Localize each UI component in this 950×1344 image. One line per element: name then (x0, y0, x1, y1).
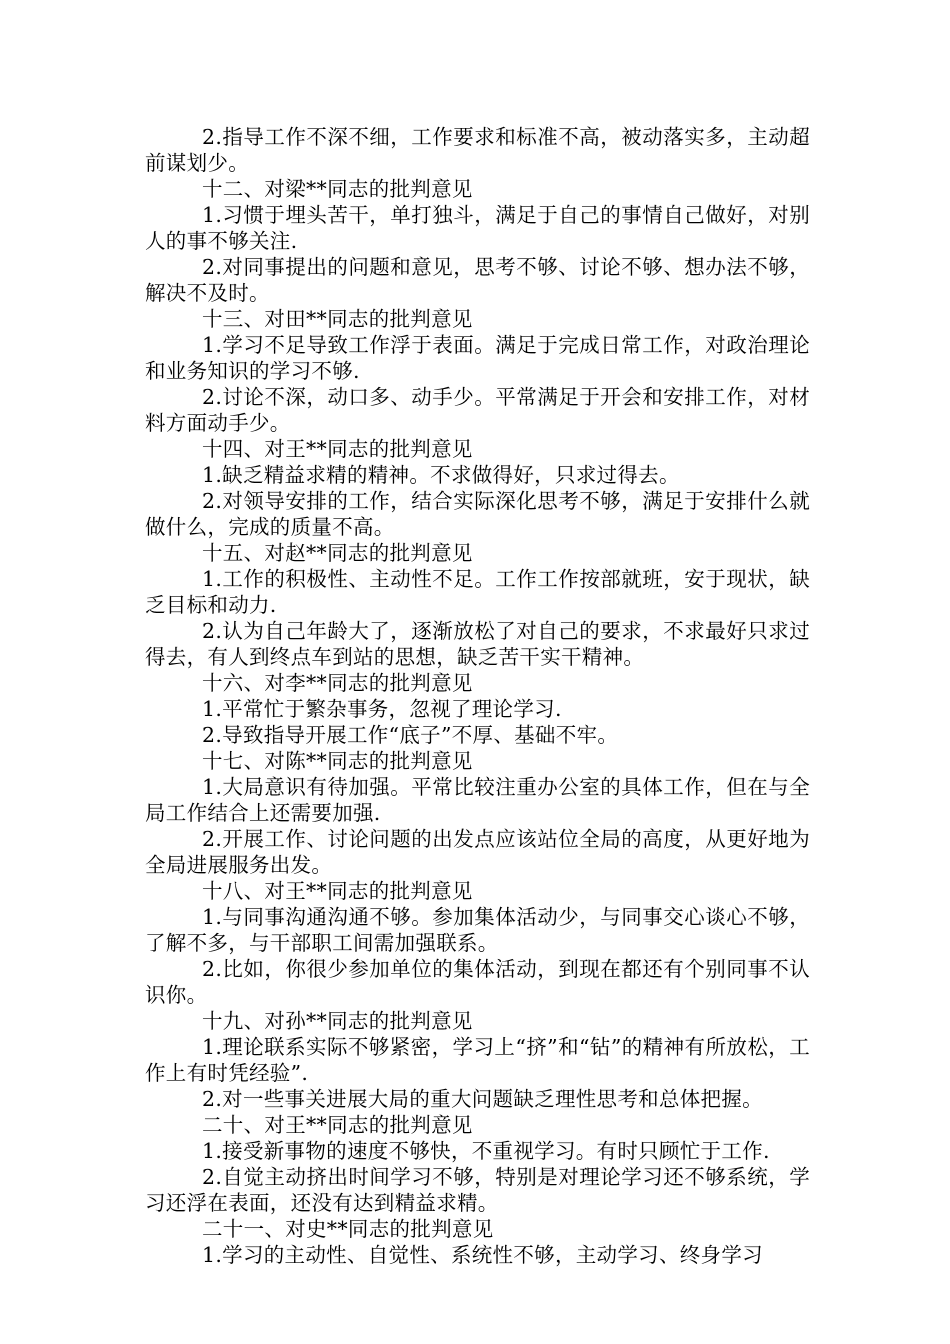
paragraph: 1.缺乏精益求精的精神。不求做得好，只求过得去。 (202, 463, 680, 487)
paragraph: 2.自觉主动挤出时间学习不够，特别是对理论学习还不够系统，学习还浮在表面，还没有达到精益求精。 (145, 1165, 810, 1215)
paragraph: 1.接受新事物的速度不够快，不重视学习。有时只顾忙于工作. (202, 1139, 770, 1163)
paragraph: 2.认为自己年龄大了，逐渐放松了对自己的要求，不求最好只求过得去，有人到终点车到站的思想，缺乏苦干实干精神。 (145, 619, 810, 669)
paragraph: 2.指导工作不深不细，工作要求和标准不高，被动落实多，主动超前谋划少。 (145, 125, 810, 175)
document-body (145, 124, 810, 1268)
section-heading: 二十、对王**同志的批判意见 (202, 1113, 473, 1137)
section-heading: 十五、对赵**同志的批判意见 (202, 541, 473, 565)
paragraph: 1.工作的积极性、主动性不足。工作工作按部就班，安于现状，缺乏目标和动力. (145, 567, 810, 617)
paragraph: 1.与同事沟通沟通不够。参加集体活动少，与同事交心谈心不够，了解不多，与干部职工间需加强联系。 (145, 905, 810, 955)
section-heading: 十二、对梁**同志的批判意见 (202, 177, 473, 201)
paragraph: 1.学习的主动性、自觉性、系统性不够，主动学习、终身学习 (202, 1243, 763, 1267)
section-heading: 十八、对王**同志的批判意见 (202, 879, 473, 903)
section-heading: 二十一、对史**同志的批判意见 (202, 1217, 494, 1241)
paragraph: 1.学习不足导致工作浮于表面。满足于完成日常工作，对政治理论和业务知识的学习不够. (145, 333, 810, 383)
paragraph: 2.开展工作、讨论问题的出发点应该站位全局的高度，从更好地为全局进展服务出发。 (145, 827, 810, 877)
section-heading: 十七、对陈**同志的批判意见 (202, 749, 473, 773)
paragraph: 2.对同事提出的问题和意见，思考不够、讨论不够、想办法不够，解决不及时。 (145, 255, 810, 305)
paragraph: 2.对一些事关进展大局的重大问题缺乏理性思考和总体把握。 (202, 1087, 763, 1111)
section-heading: 十四、对王**同志的批判意见 (202, 437, 473, 461)
paragraph: 1.习惯于埋头苦干，单打独斗，满足于自己的事情自己做好，对别人的事不够关注. (145, 203, 810, 253)
paragraph: 1.大局意识有待加强。平常比较注重办公室的具体工作，但在与全局工作结合上还需要加强. (145, 775, 810, 825)
paragraph: 2.对领导安排的工作，结合实际深化思考不够，满足于安排什么就做什么，完成的质量不高。 (145, 489, 810, 539)
paragraph: 2.讨论不深，动口多、动手少。平常满足于开会和安排工作，对材料方面动手少。 (145, 385, 810, 435)
section-heading: 十三、对田**同志的批判意见 (202, 307, 473, 331)
section-heading: 十六、对李**同志的批判意见 (202, 671, 473, 695)
paragraph: 2.导致指导开展工作“底子”不厚、基础不牢。 (202, 723, 619, 747)
paragraph: 2.比如，你很少参加单位的集体活动，到现在都还有个别同事不认识你。 (145, 957, 810, 1007)
section-heading: 十九、对孙**同志的批判意见 (202, 1009, 473, 1033)
paragraph: 1.理论联系实际不够紧密，学习上“挤”和“钻”的精神有所放松，工作上有时凭经验”. (145, 1035, 810, 1085)
paragraph: 1.平常忙于繁杂事务，忽视了理论学习. (202, 697, 562, 721)
